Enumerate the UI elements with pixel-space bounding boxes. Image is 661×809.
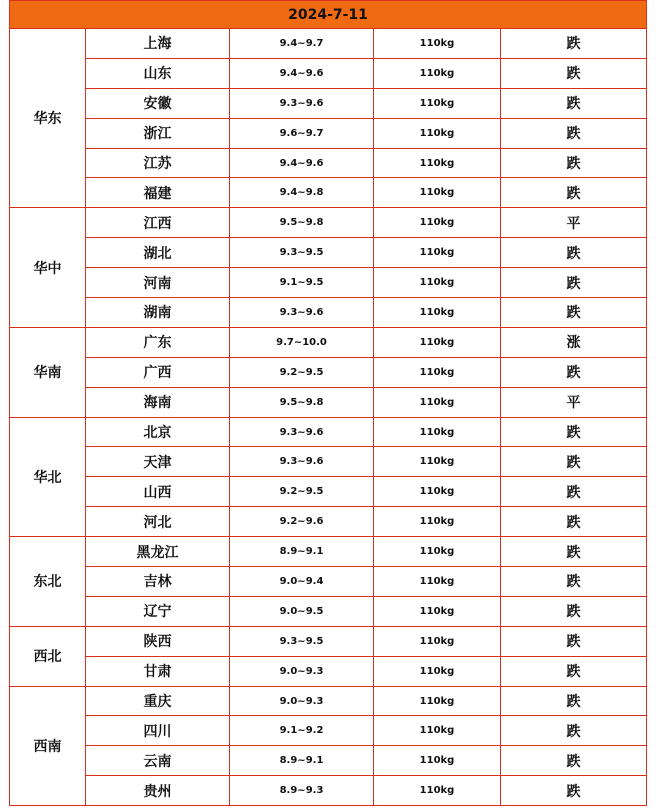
city-name: 吉林 [86, 567, 230, 597]
trend-indicator: 跌 [501, 776, 647, 806]
price-range: 9.2~9.6 [230, 507, 374, 537]
city-name: 河北 [86, 507, 230, 537]
trend-indicator: 跌 [501, 626, 647, 656]
region-name: 华北 [10, 417, 86, 537]
city-name: 四川 [86, 716, 230, 746]
city-name: 黑龙江 [86, 537, 230, 567]
weight-value: 110kg [374, 686, 501, 716]
weight-value: 110kg [374, 58, 501, 88]
price-range: 9.3~9.5 [230, 626, 374, 656]
price-table-body [10, 1, 647, 806]
price-table [9, 0, 647, 806]
price-range: 9.4~9.7 [230, 29, 374, 59]
trend-indicator: 跌 [501, 238, 647, 268]
table-row [10, 567, 647, 597]
table-row [10, 58, 647, 88]
weight-value: 110kg [374, 417, 501, 447]
trend-indicator: 跌 [501, 507, 647, 537]
trend-indicator: 平 [501, 387, 647, 417]
trend-indicator: 跌 [501, 746, 647, 776]
weight-value: 110kg [374, 716, 501, 746]
trend-indicator: 跌 [501, 268, 647, 298]
trend-indicator: 跌 [501, 148, 647, 178]
region-name: 东北 [10, 537, 86, 627]
table-row [10, 656, 647, 686]
price-range: 9.0~9.3 [230, 656, 374, 686]
weight-value: 110kg [374, 208, 501, 238]
price-range: 9.0~9.3 [230, 686, 374, 716]
city-name: 陕西 [86, 626, 230, 656]
price-range: 9.4~9.8 [230, 178, 374, 208]
price-range: 9.2~9.5 [230, 357, 374, 387]
price-range: 9.5~9.8 [230, 387, 374, 417]
table-row [10, 148, 647, 178]
trend-indicator: 平 [501, 208, 647, 238]
trend-indicator: 跌 [501, 417, 647, 447]
weight-value: 110kg [374, 507, 501, 537]
city-name: 江西 [86, 208, 230, 238]
city-name: 贵州 [86, 776, 230, 806]
weight-value: 110kg [374, 387, 501, 417]
price-range: 9.7~10.0 [230, 327, 374, 357]
date-header: 2024-7-11 [10, 1, 647, 29]
city-name: 浙江 [86, 118, 230, 148]
trend-indicator: 跌 [501, 58, 647, 88]
weight-value: 110kg [374, 477, 501, 507]
region-name: 华东 [10, 29, 86, 208]
weight-value: 110kg [374, 746, 501, 776]
region-name: 华中 [10, 208, 86, 328]
city-name: 河南 [86, 268, 230, 298]
weight-value: 110kg [374, 148, 501, 178]
trend-indicator: 跌 [501, 29, 647, 59]
table-row [10, 417, 647, 447]
city-name: 湖南 [86, 298, 230, 328]
price-range: 9.1~9.5 [230, 268, 374, 298]
weight-value: 110kg [374, 357, 501, 387]
weight-value: 110kg [374, 29, 501, 59]
city-name: 北京 [86, 417, 230, 447]
weight-value: 110kg [374, 567, 501, 597]
price-range: 9.4~9.6 [230, 148, 374, 178]
city-name: 福建 [86, 178, 230, 208]
weight-value: 110kg [374, 298, 501, 328]
table-row [10, 716, 647, 746]
weight-value: 110kg [374, 268, 501, 298]
trend-indicator: 跌 [501, 716, 647, 746]
trend-indicator: 涨 [501, 327, 647, 357]
city-name: 山东 [86, 58, 230, 88]
weight-value: 110kg [374, 537, 501, 567]
price-range: 9.1~9.2 [230, 716, 374, 746]
region-name: 华南 [10, 327, 86, 417]
city-name: 上海 [86, 29, 230, 59]
table-row [10, 298, 647, 328]
region-name: 西北 [10, 626, 86, 686]
trend-indicator: 跌 [501, 567, 647, 597]
header-row [10, 1, 647, 29]
trend-indicator: 跌 [501, 357, 647, 387]
price-range: 9.3~9.6 [230, 298, 374, 328]
weight-value: 110kg [374, 118, 501, 148]
price-range: 8.9~9.3 [230, 776, 374, 806]
table-row [10, 686, 647, 716]
price-table-container [9, 0, 646, 806]
price-range: 8.9~9.1 [230, 537, 374, 567]
weight-value: 110kg [374, 596, 501, 626]
table-row [10, 477, 647, 507]
city-name: 云南 [86, 746, 230, 776]
city-name: 安徽 [86, 88, 230, 118]
table-row [10, 268, 647, 298]
price-range: 9.3~9.6 [230, 447, 374, 477]
weight-value: 110kg [374, 238, 501, 268]
price-range: 9.0~9.5 [230, 596, 374, 626]
trend-indicator: 跌 [501, 447, 647, 477]
table-row [10, 327, 647, 357]
trend-indicator: 跌 [501, 118, 647, 148]
table-row [10, 29, 647, 59]
table-row [10, 626, 647, 656]
table-row [10, 507, 647, 537]
table-row [10, 357, 647, 387]
price-range: 9.2~9.5 [230, 477, 374, 507]
city-name: 天津 [86, 447, 230, 477]
table-row [10, 776, 647, 806]
city-name: 海南 [86, 387, 230, 417]
price-range: 8.9~9.1 [230, 746, 374, 776]
price-range: 9.0~9.4 [230, 567, 374, 597]
table-row [10, 88, 647, 118]
weight-value: 110kg [374, 656, 501, 686]
city-name: 湖北 [86, 238, 230, 268]
trend-indicator: 跌 [501, 656, 647, 686]
region-name: 西南 [10, 686, 86, 806]
table-row [10, 208, 647, 238]
trend-indicator: 跌 [501, 178, 647, 208]
table-row [10, 596, 647, 626]
trend-indicator: 跌 [501, 596, 647, 626]
price-range: 9.5~9.8 [230, 208, 374, 238]
price-range: 9.3~9.5 [230, 238, 374, 268]
weight-value: 110kg [374, 327, 501, 357]
city-name: 广西 [86, 357, 230, 387]
weight-value: 110kg [374, 178, 501, 208]
trend-indicator: 跌 [501, 477, 647, 507]
trend-indicator: 跌 [501, 686, 647, 716]
table-row [10, 746, 647, 776]
weight-value: 110kg [374, 776, 501, 806]
trend-indicator: 跌 [501, 298, 647, 328]
trend-indicator: 跌 [501, 537, 647, 567]
table-row [10, 178, 647, 208]
price-range: 9.6~9.7 [230, 118, 374, 148]
weight-value: 110kg [374, 626, 501, 656]
trend-indicator: 跌 [501, 88, 647, 118]
city-name: 辽宁 [86, 596, 230, 626]
city-name: 重庆 [86, 686, 230, 716]
table-row [10, 238, 647, 268]
price-range: 9.4~9.6 [230, 58, 374, 88]
price-range: 9.3~9.6 [230, 88, 374, 118]
price-range: 9.3~9.6 [230, 417, 374, 447]
city-name: 甘肃 [86, 656, 230, 686]
city-name: 江苏 [86, 148, 230, 178]
weight-value: 110kg [374, 88, 501, 118]
table-row [10, 118, 647, 148]
table-row [10, 447, 647, 477]
table-row [10, 387, 647, 417]
city-name: 山西 [86, 477, 230, 507]
city-name: 广东 [86, 327, 230, 357]
weight-value: 110kg [374, 447, 501, 477]
table-row [10, 537, 647, 567]
